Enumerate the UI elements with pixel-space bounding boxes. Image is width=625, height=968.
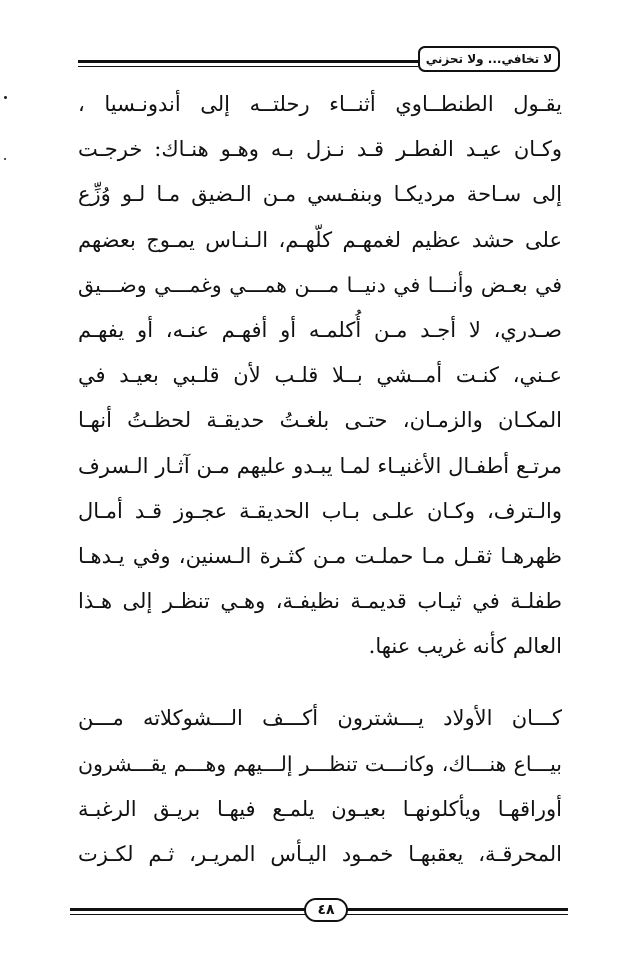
scan-speck bbox=[4, 158, 6, 160]
text-line: المكـان والزمـان، حتـى بلغـتُ حديقـة لحظـتُ أنهـا bbox=[78, 408, 562, 433]
text-line: العالم كأنه غريب عنها. bbox=[368, 634, 562, 659]
body-text bbox=[78, 82, 562, 877]
text-line: يقـول الطنطــاوي أثنــاء رحلتــه إلى أندونـسيا ، bbox=[78, 92, 562, 116]
footer-rule bbox=[346, 908, 568, 911]
footer-rule bbox=[70, 908, 306, 911]
text-line: وكـان عيـد الفطـر قـد نـزل بـه وهـو هنـاك: خرجـت bbox=[78, 137, 562, 162]
text-line: مرتـع أطفـال الأغنيـاء لمـا يبـدو عليهم مـن آثـار الـسرف bbox=[78, 453, 562, 478]
paragraph-2 bbox=[78, 696, 562, 877]
text-line: والـترف، وكـان علـى بـاب الحديقـة عجـوز قـد أمـال bbox=[78, 498, 562, 523]
text-line: بيـــاع هنـــاك، وكانـــت تنظـــر إلـــيهم وهـــم يقـــشرون bbox=[78, 751, 562, 776]
text-line: ظهرهـا ثقـل مـا حملـت مـن كثـرة الـسنين، وفي يـدهـا bbox=[78, 543, 562, 568]
header-rule bbox=[78, 60, 418, 63]
header-rule-thin bbox=[78, 66, 418, 67]
scan-speck bbox=[4, 96, 7, 99]
text-line: طفلـة في ثيـاب قديمـة نظيفـة، وهـي تنظـر إلى هـذا bbox=[78, 589, 562, 614]
text-line: صـدري، لا أجـد مـن أُكلمـه أو أفهـم عنـه، أو يفهـم bbox=[78, 317, 562, 342]
page-number: ٤٨ bbox=[304, 898, 348, 922]
paragraph-gap bbox=[78, 669, 562, 696]
text-line: إلى سـاحة مرديكـا وبنفـسي مـن الـضيق مـا لـو وُزِّع bbox=[78, 182, 562, 207]
text-line: المحرقـة، يعقبهـا خمـود اليـأس المريـر، ثـم لكـزت bbox=[78, 842, 562, 866]
footer-rule-thin bbox=[346, 914, 568, 915]
text-line: في بعـض وأنـــا في دنيــا مـــن همـــي وغمـــي وضـــيق bbox=[78, 272, 562, 297]
running-title: لا تخافي... ولا تحزني bbox=[418, 46, 560, 72]
text-line: على حشد عظيم لغمهـم كلّهـم، الـنـاس يمـوج بعضهم bbox=[78, 227, 562, 252]
text-line: عـني، كنـت أمــشي بــلا قلـب لأن قلـبي بعيـد في bbox=[78, 363, 562, 388]
footer-rule-thin bbox=[70, 914, 306, 915]
paragraph-1 bbox=[78, 82, 562, 669]
text-line: كـــان الأولاد يـــشترون أكـــف الـــشوكلاته مـــن bbox=[78, 706, 562, 731]
text-line: أوراقهـا ويأكلونهـا بعيـون يلمـع فيهـا بريـق الرغبـة bbox=[78, 796, 562, 821]
